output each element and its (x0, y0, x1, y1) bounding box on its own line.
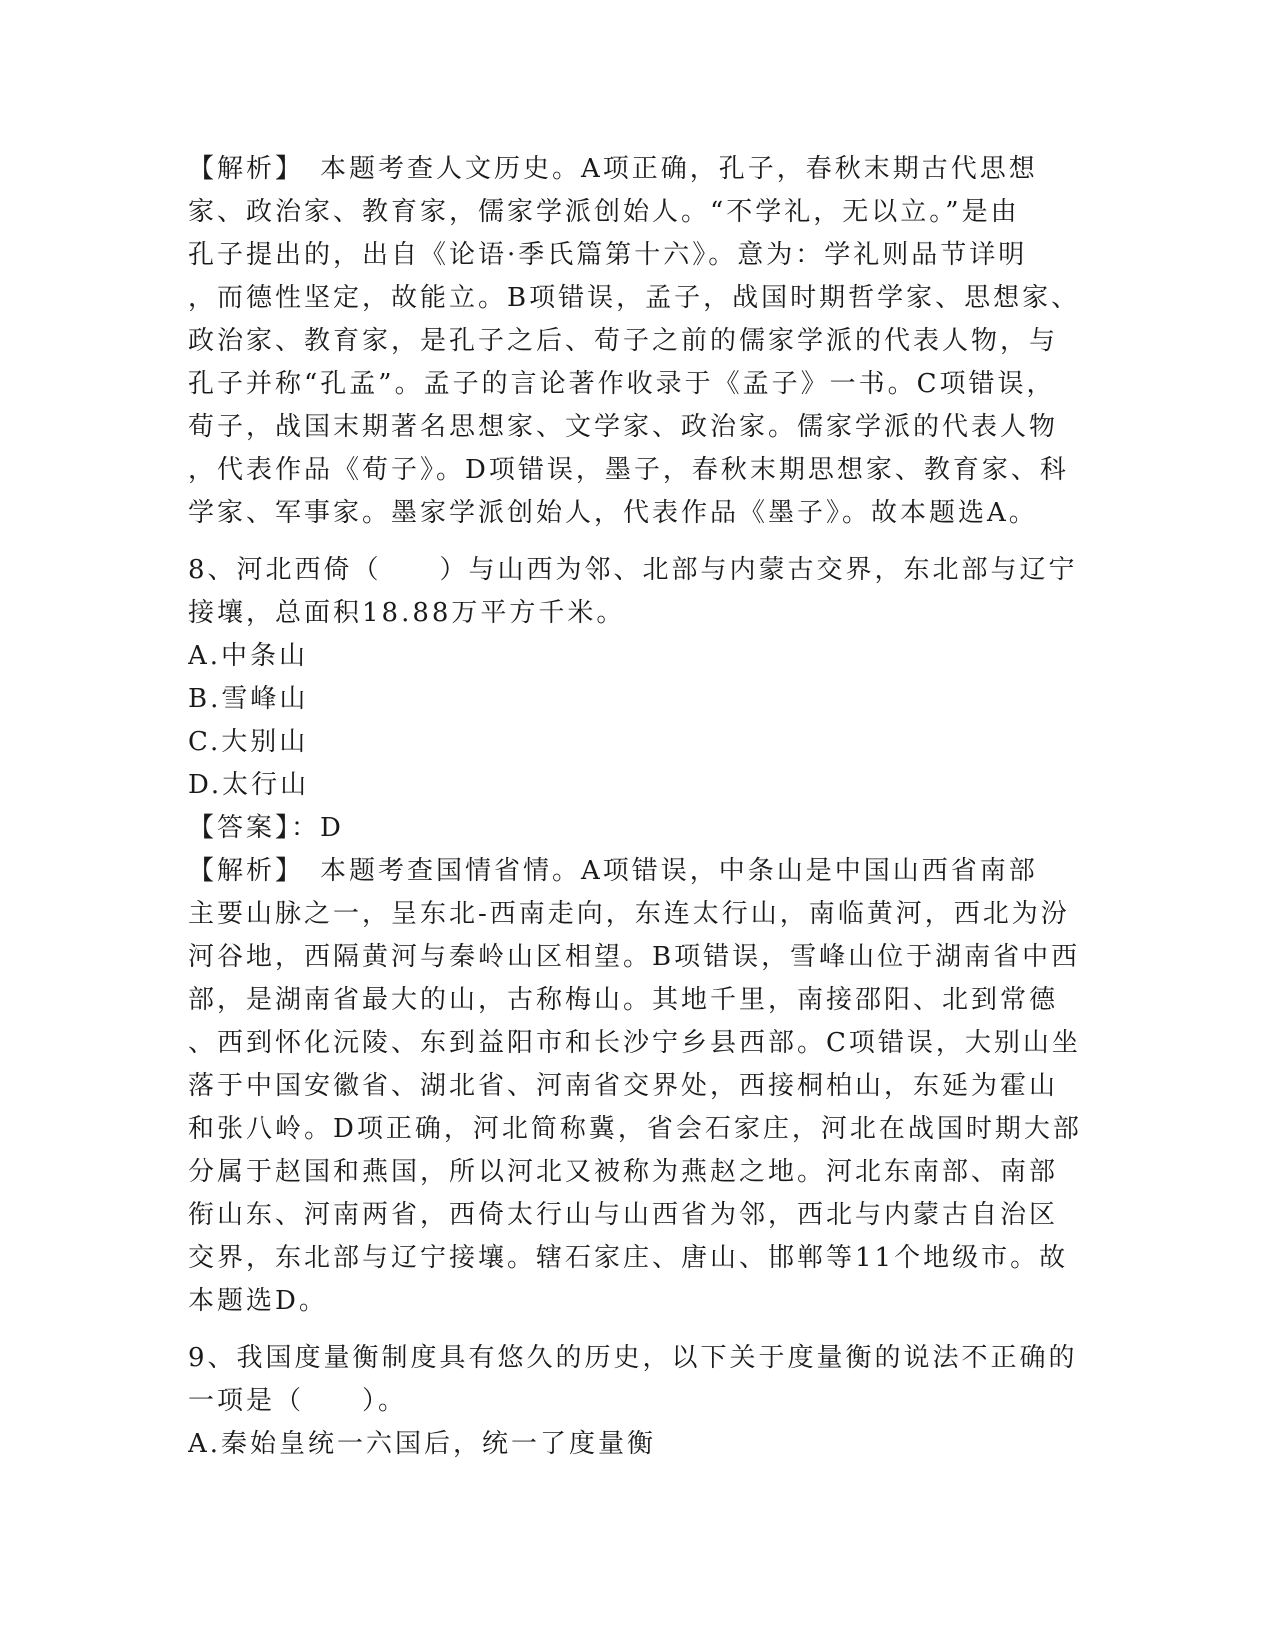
text-line: 政治家、教育家，是孔子之后、荀子之前的儒家学派的代表人物，与 (188, 326, 1059, 356)
analysis-line: 【解析】 本题考查国情省情。A项错误，中条山是中国山西省南部 (188, 856, 1038, 886)
option-c: C.大别山 (188, 727, 309, 757)
answer-line: 【答案】：D (188, 813, 344, 843)
analysis-line: 和张八岭。D项正确，河北简称冀，省会石家庄，河北在战国时期大部 (188, 1114, 1082, 1144)
text-line: 孔子提出的，出自《论语·季氏篇第十六》。意为：学礼则品节详明 (188, 240, 1028, 270)
document-page (188, 148, 1088, 1466)
text-line: ，代表作品《荀子》。D项错误，墨子，春秋末期思想家、教育家、科 (188, 455, 1069, 485)
option-a: A.中条山 (188, 641, 309, 671)
text-line: 家、政治家、教育家，儒家学派创始人。“不学礼，无以立。”是由 (188, 197, 1020, 227)
block-spacer (188, 535, 1088, 549)
analysis-line: 部，是湖南省最大的山，古称梅山。其地千里，南接邵阳、北到常德 (188, 985, 1059, 1015)
analysis-block-q7 (188, 148, 1088, 535)
question-8 (188, 549, 1088, 1323)
option-d: D.太行山 (188, 770, 310, 800)
text-line: 学家、军事家。墨家学派创始人，代表作品《墨子》。故本题选A。 (188, 498, 1038, 528)
analysis-line: 交界，东北部与辽宁接壤。辖石家庄、唐山、邯郸等11个地级市。故 (188, 1243, 1069, 1273)
analysis-line: 本题选D。 (188, 1286, 328, 1316)
question-stem: 9、我国度量衡制度具有悠久的历史，以下关于度量衡的说法不正确的 (188, 1343, 1078, 1373)
question-stem: 8、河北西倚（ ）与山西为邻、北部与内蒙古交界，东北部与辽宁 (188, 555, 1078, 585)
question-stem: 接壤，总面积18.88万平方千米。 (188, 598, 626, 628)
question-9 (188, 1337, 1088, 1466)
analysis-line: 、西到怀化沅陵、东到益阳市和长沙宁乡县西部。C项错误，大别山坐 (188, 1028, 1081, 1058)
text-line: 孔子并称“孔孟”。孟子的言论著作收录于《孟子》一书。C项错误， (188, 369, 1056, 399)
option-a: A.秦始皇统一六国后，统一了度量衡 (188, 1429, 657, 1459)
analysis-line: 衔山东、河南两省，西倚太行山与山西省为邻，西北与内蒙古自治区 (188, 1200, 1059, 1230)
text-line: 荀子，战国末期著名思想家、文学家、政治家。儒家学派的代表人物 (188, 412, 1059, 442)
option-b: B.雪峰山 (188, 684, 309, 714)
question-stem: 一项是（ ）。 (188, 1386, 408, 1416)
analysis-line: 分属于赵国和燕国，所以河北又被称为燕赵之地。河北东南部、南部 (188, 1157, 1059, 1187)
text-line: ，而德性坚定，故能立。B项错误，孟子，战国时期哲学家、思想家、 (188, 283, 1081, 313)
analysis-line: 落于中国安徽省、湖北省、河南省交界处，西接桐柏山，东延为霍山 (188, 1071, 1059, 1101)
analysis-line: 主要山脉之一，呈东北-西南走向，东连太行山，南临黄河，西北为汾 (188, 899, 1070, 929)
text-line: 【解析】 本题考查人文历史。A项正确，孔子，春秋末期古代思想 (188, 154, 1038, 184)
block-spacer (188, 1323, 1088, 1337)
analysis-line: 河谷地，西隔黄河与秦岭山区相望。B项错误，雪峰山位于湖南省中西 (188, 942, 1081, 972)
